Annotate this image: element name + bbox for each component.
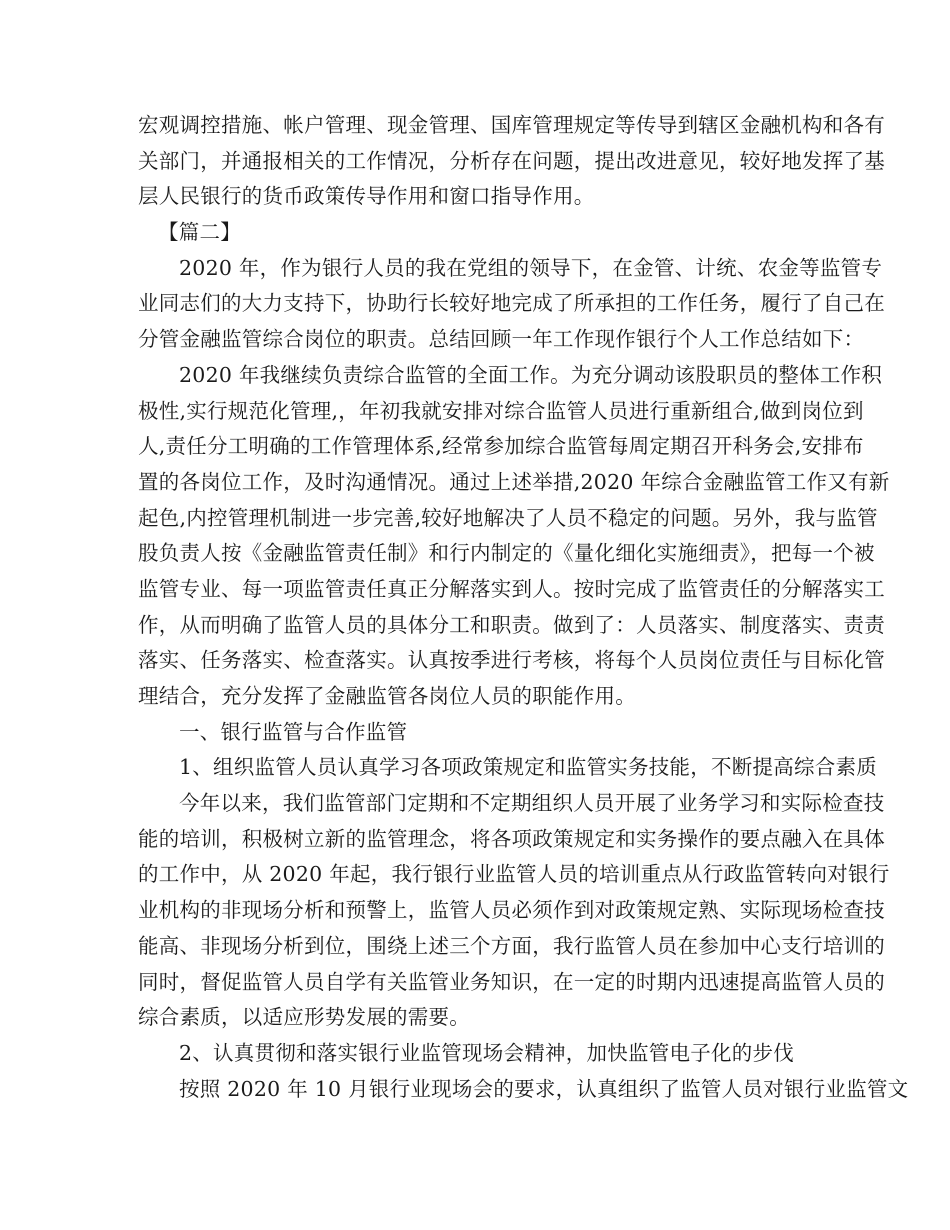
- text-line: 分管金融监管综合岗位的职责。总结回顾一年工作现作银行个人工作总结如下：: [138, 327, 865, 352]
- document-body: [138, 108, 909, 1107]
- text-line: 2020 年，作为银行人员的我在党组的领导下，在金管、计统、农金等监管专: [179, 255, 883, 280]
- text-line: 作，从而明确了监管人员的具体分工和职责。做到了：人员落实、制度落实、责责: [138, 612, 885, 637]
- text-line: 人,责任分工明确的工作管理体系,经常参加综合监管每周定期召开科务会,安排布: [138, 434, 864, 459]
- text-line: 今年以来，我们监管部门定期和不定期组织人员开展了业务学习和实际检查技: [179, 791, 885, 816]
- text-line: 股负责人按《金融监管责任制》和行内制定的《量化细化实施细责》，把每一个被: [138, 541, 875, 566]
- text-line: 同时，督促监管人员自学有关监管业务知识，在一定的时期内迅速提高监管人员的: [138, 969, 885, 994]
- text-line: 业机构的非现场分析和预警上，监管人员必须作到对政策规定熟、实际现场检查技: [138, 898, 885, 923]
- text-line: 一、银行监管与合作监管: [179, 719, 408, 744]
- text-line: 关部门，并通报相关的工作情况，分析存在问题，提出改进意见，较好地发挥了基: [138, 148, 885, 173]
- text-line: 按照 2020 年 10 月银行业现场会的要求，认真组织了监管人员对银行业监管文: [179, 1076, 909, 1101]
- text-line: 综合素质，以适应形势发展的需要。: [138, 1005, 470, 1030]
- text-line: 能高、非现场分析到位，围绕上述三个方面，我行监管人员在参加中心支行培训的: [138, 933, 885, 958]
- text-line: 2、认真贯彻和落实银行业监管现场会精神，加快监管电子化的步伐: [179, 1040, 795, 1065]
- text-line: 2020 年我继续负责综合监管的全面工作。为充分调动该股职员的整体工作积: [179, 362, 883, 387]
- text-line: 起色,内控管理机制进一步完善,较好地解决了人员不稳定的问题。另外，我与监管: [138, 505, 878, 530]
- text-line: 监管专业、每一项监管责任真正分解落实到人。按时完成了监管责任的分解落实工: [138, 576, 885, 601]
- text-line: 业同志们的大力支持下，协助行长较好地完成了所承担的工作任务，履行了自己在: [138, 291, 885, 316]
- text-line: 落实、任务落实、检查落实。认真按季进行考核，将每个人员岗位责任与目标化管: [138, 648, 885, 673]
- text-line: 1、组织监管人员认真学习各项政策规定和监管实务技能，不断提高综合素质: [179, 755, 878, 780]
- text-line: 置的各岗位工作，及时沟通情况。通过上述举措,2020 年综合金融监管工作又有新: [138, 469, 890, 494]
- section-heading: 【篇二】: [158, 220, 241, 245]
- text-line: 能的培训，积极树立新的监管理念，将各项政策规定和实务操作的要点融入在具体: [138, 826, 885, 851]
- text-line: 的工作中，从 2020 年起，我行银行业监管人员的培训重点从行政监管转向对银行: [138, 862, 890, 887]
- text-line: 极性,实行规范化管理,，年初我就安排对综合监管人员进行重新组合,做到岗位到: [138, 398, 864, 423]
- text-line: 宏观调控措施、帐户管理、现金管理、国库管理规定等传导到辖区金融机构和各有: [138, 113, 885, 137]
- text-line: 理结合，充分发挥了金融监管各岗位人员的职能作用。: [138, 684, 636, 708]
- text-line: 层人民银行的货币政策传导作用和窗口指导作用。: [138, 184, 595, 209]
